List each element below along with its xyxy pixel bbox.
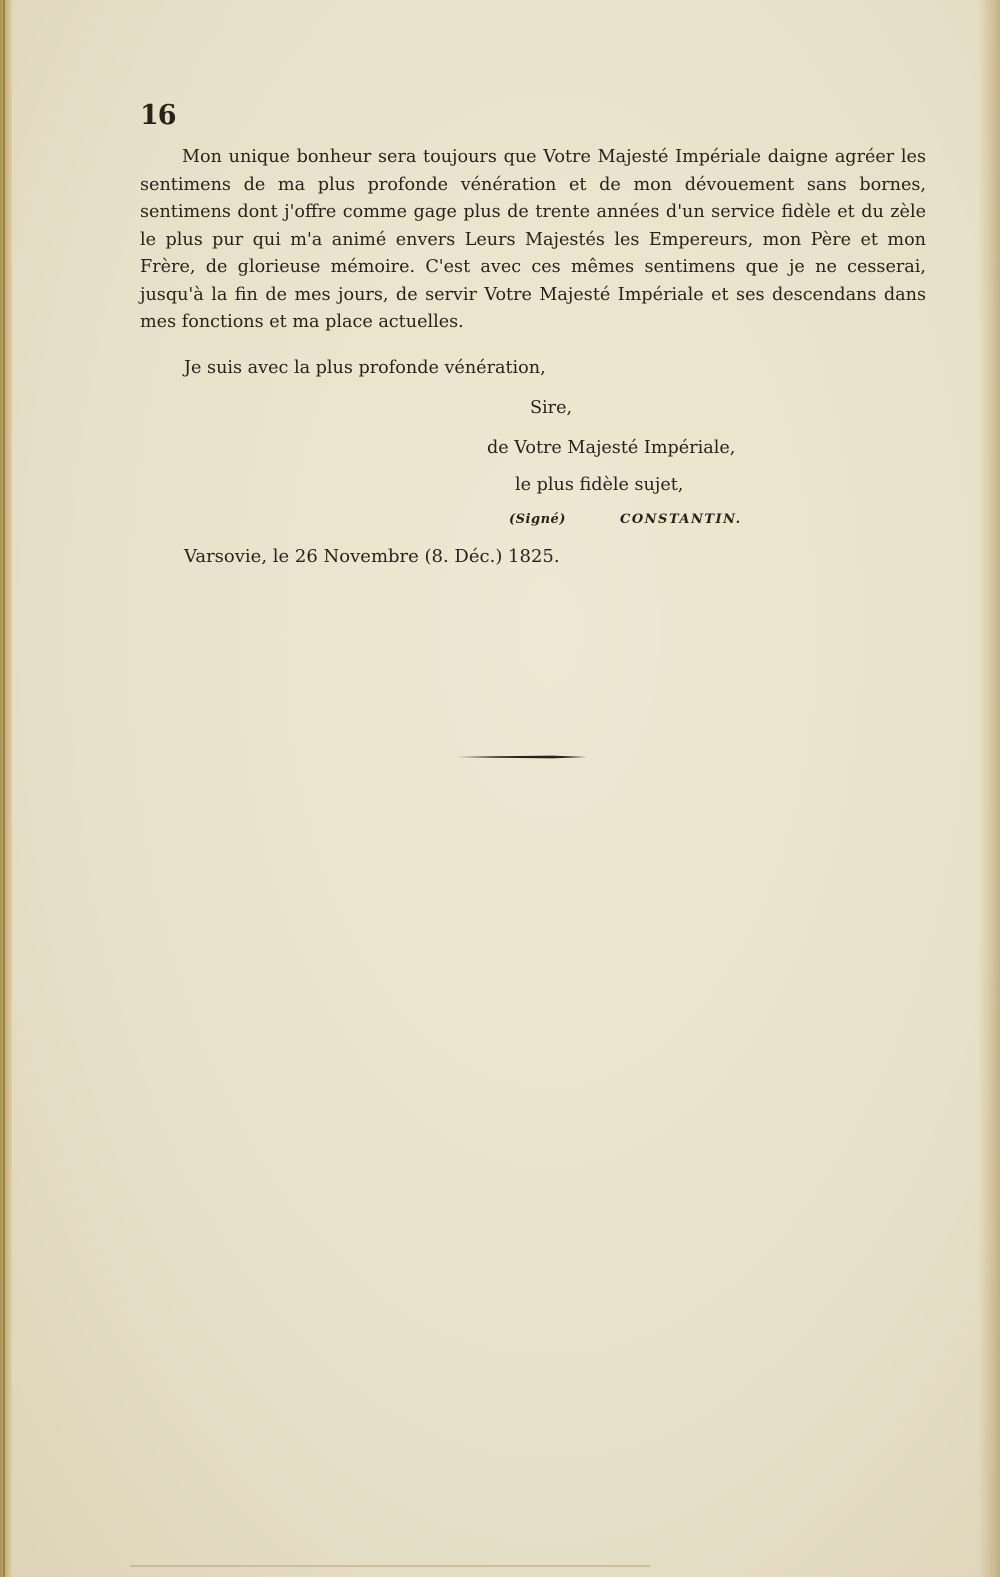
page-edge-shadow bbox=[978, 0, 1000, 1577]
signed-label: (Signé) bbox=[509, 512, 566, 527]
subject-line: le plus fidèle sujet, bbox=[515, 475, 684, 495]
closing-line: Je suis avec la plus profonde vénération, bbox=[184, 358, 546, 378]
page-number: 16 bbox=[140, 100, 176, 131]
place-date-line: Varsovie, le 26 Novembre (8. Déc.) 1825. bbox=[184, 546, 560, 567]
end-rule-ornament bbox=[457, 754, 587, 760]
signature: CONSTANTIN. bbox=[620, 512, 742, 527]
bottom-edge-line bbox=[130, 1565, 650, 1567]
letter-paragraph: Mon unique bonheur sera toujours que Votre Majesté Impériale daigne agréer les sentimens de ma plus profonde vénération et de mon dévouement sans bornes, sentimens dont j'offre comme gage plus de trente années d'un service fidèle et du zèle le plus pur qui m'a animé envers Leurs Majestés les Empereurs, mon Père et mon Frère, de glorieuse mémoire. C'est avec ces mêmes sentimens que je ne cesserai, jusqu'à la fin de mes jours, de servir Votre Majesté Impériale et ses descendans dans mes fonctions et ma place actuelles. bbox=[140, 147, 926, 332]
salutation-line: Sire, bbox=[530, 398, 573, 418]
binding-edge bbox=[0, 0, 12, 1577]
from-line: de Votre Majesté Impériale, bbox=[487, 438, 736, 458]
